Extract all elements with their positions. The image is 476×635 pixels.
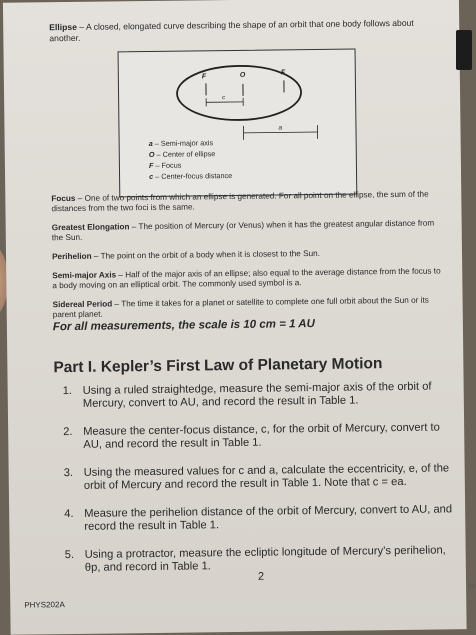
- step-2: 2. Measure the center-focus distance, c, for the orbit of Mercury, convert to AU, and record the result in Table 1.: [63, 421, 458, 452]
- definitions-list: [51, 189, 443, 329]
- legend-item-focus: F – Focus: [149, 158, 309, 171]
- legend-item-center: O – Center of ellipse: [149, 147, 309, 160]
- a-label: a: [278, 124, 282, 131]
- instruction-steps: [63, 380, 460, 589]
- edge-number: 20: [468, 583, 475, 590]
- focus-right-label: F: [281, 69, 286, 76]
- step-3: 3. Using the measured values for c and a, calculate the eccentricity, e, of the orbit of Mercury and record the result in Table 1. Note that c = ea.: [64, 462, 459, 493]
- scale-note: For all measurements, the scale is 10 cm = 1 AU: [53, 315, 443, 334]
- step-4: 4. Measure the perihelion distance of the orbit of Mercury, convert to AU, and record the result in Table 1.: [64, 503, 459, 534]
- figure-legend: [149, 136, 310, 182]
- document-page: [3, 0, 467, 635]
- footer-code: PHYS202A: [24, 600, 65, 609]
- step-1: 1. Using a ruled straightedge, measure the semi-major axis of the orbit of Mercury, convert to AU, and record the result in Table 1.: [63, 380, 458, 411]
- legend-item-center-focus-distance: c – Center-focus distance: [149, 169, 309, 182]
- ellipse-term: Ellipse: [49, 22, 77, 32]
- center-label: O: [240, 72, 246, 79]
- definition-sidereal-period: Sidereal Period – The time it takes for a planet or satellite to complete one full orbit about the Sun or its parent planet.: [53, 296, 443, 321]
- page-number: 2: [258, 571, 264, 583]
- ellipse-definition-text: – A closed, elongated curve describing the shape of an orbit that one body follows about another.: [49, 18, 413, 43]
- a-dimension-line: [244, 132, 318, 133]
- definition-greatest-elongation: Greatest Elongation – The position of Mercury (or Venus) when it has the greatest angular distance from the Sun.: [52, 219, 442, 244]
- ellipse-definition: [49, 17, 439, 44]
- legend-item-semi-major-axis: a – Semi-major axis: [149, 136, 309, 149]
- binder-clip: [456, 30, 472, 70]
- definition-focus: Focus – One of two points from which an ellipse is generated. For all point on the ellipse, the sum of the distances from the two foci is the same.: [51, 189, 441, 214]
- focus-left-label: F: [202, 73, 207, 80]
- definition-perihelion: Perihelion – The point on the orbit of a body when it is closest to the Sun.: [52, 248, 442, 263]
- part-title: Part I. Kepler’s First Law of Planetary Motion: [53, 354, 443, 377]
- definition-semi-major-axis: Semi-major Axis – Half of the major axis of an ellipse; also equal to the average distance from the focus to a body moving on an elliptical orbit. The commonly used symbol is a.: [52, 266, 442, 291]
- step-5: 5. Using a protractor, measure the ecliptic longitude of Mercury’s perihelion, θp, and record in Table 1.: [65, 544, 460, 575]
- c-label: c: [222, 95, 225, 101]
- ellipse-figure: [118, 49, 358, 198]
